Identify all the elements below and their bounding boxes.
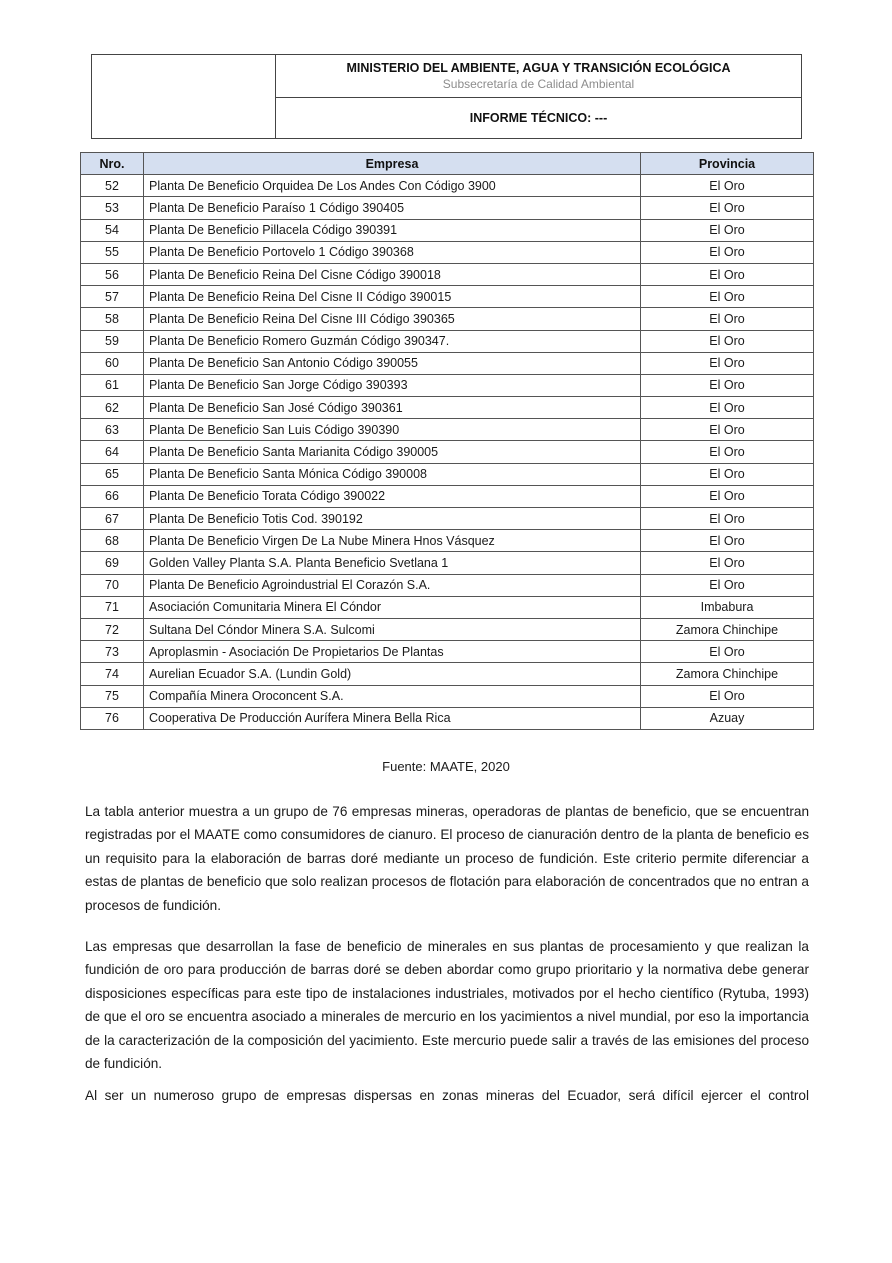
province-cell: El Oro [641,552,814,574]
subsecretaria-label: Subsecretaría de Calidad Ambiental [442,77,635,91]
companies-table [80,152,814,730]
row-number-cell: 58 [81,308,144,330]
table-row [81,352,814,374]
row-number-cell: 62 [81,397,144,419]
row-number-cell: 52 [81,175,144,197]
company-name-cell: Planta De Beneficio Portovelo 1 Código 390368 [144,241,641,263]
table-row [81,574,814,596]
row-number-cell: 72 [81,618,144,640]
province-cell: El Oro [641,397,814,419]
column-header-provincia: Provincia [641,153,814,175]
document-header [91,54,802,139]
table-row [81,263,814,285]
company-name-cell: Planta De Beneficio Torata Código 390022 [144,485,641,507]
row-number-cell: 61 [81,374,144,396]
province-cell: El Oro [641,508,814,530]
province-cell: El Oro [641,574,814,596]
row-number-cell: 74 [81,663,144,685]
row-number-cell: 76 [81,707,144,729]
table-row [81,508,814,530]
table-row [81,485,814,507]
company-name-cell: Planta De Beneficio Santa Marianita Código 390005 [144,441,641,463]
row-number-cell: 66 [81,485,144,507]
table-row [81,397,814,419]
table-row [81,707,814,729]
company-name-cell: Planta De Beneficio San Antonio Código 390055 [144,352,641,374]
company-name-cell: Asociación Comunitaria Minera El Cóndor [144,596,641,618]
province-cell: El Oro [641,485,814,507]
province-cell: El Oro [641,685,814,707]
company-name-cell: Planta De Beneficio Reina Del Cisne II Código 390015 [144,286,641,308]
province-cell: El Oro [641,463,814,485]
province-cell: El Oro [641,241,814,263]
company-name-cell: Aproplasmin - Asociación De Propietarios De Plantas [144,641,641,663]
province-cell: El Oro [641,263,814,285]
table-row [81,241,814,263]
company-name-cell: Planta De Beneficio Santa Mónica Código 390008 [144,463,641,485]
company-name-cell: Planta De Beneficio San José Código 390361 [144,397,641,419]
province-cell: El Oro [641,641,814,663]
logo-cell [92,55,276,138]
row-number-cell: 56 [81,263,144,285]
table-row [81,618,814,640]
province-cell: El Oro [641,175,814,197]
table-row [81,330,814,352]
table-row [81,596,814,618]
row-number-cell: 73 [81,641,144,663]
company-name-cell: Planta De Beneficio San Jorge Código 390393 [144,374,641,396]
table-row [81,530,814,552]
province-cell: El Oro [641,286,814,308]
row-number-cell: 69 [81,552,144,574]
row-number-cell: 64 [81,441,144,463]
table-row [81,641,814,663]
province-cell: Imbabura [641,596,814,618]
report-label: INFORME TÉCNICO: --- [469,111,608,125]
table-source-caption: Fuente: MAATE, 2020 [382,759,510,774]
province-cell: Zamora Chinchipe [641,663,814,685]
company-name-cell: Planta De Beneficio Romero Guzmán Código 390347. [144,330,641,352]
company-name-cell: Aurelian Ecuador S.A. (Lundin Gold) [144,663,641,685]
province-cell: El Oro [641,219,814,241]
table-row [81,219,814,241]
company-name-cell: Golden Valley Planta S.A. Planta Beneficio Svetlana 1 [144,552,641,574]
table-row [81,175,814,197]
ministry-title: MINISTERIO DEL AMBIENTE, AGUA Y TRANSICIÓN ECOLÓGICA [346,61,731,75]
province-cell: El Oro [641,352,814,374]
company-name-cell: Compañía Minera Oroconcent S.A. [144,685,641,707]
column-header-empresa: Empresa [144,153,641,175]
table-row [81,463,814,485]
company-name-cell: Planta De Beneficio Pillacela Código 390391 [144,219,641,241]
province-cell: El Oro [641,197,814,219]
province-cell: El Oro [641,530,814,552]
company-name-cell: Cooperativa De Producción Aurífera Minera Bella Rica [144,707,641,729]
table-header-row [81,153,814,175]
province-cell: El Oro [641,419,814,441]
company-name-cell: Planta De Beneficio Agroindustrial El Corazón S.A. [144,574,641,596]
table-row [81,419,814,441]
company-name-cell: Planta De Beneficio Reina Del Cisne Código 390018 [144,263,641,285]
row-number-cell: 55 [81,241,144,263]
row-number-cell: 53 [81,197,144,219]
row-number-cell: 70 [81,574,144,596]
paragraph-2: Las empresas que desarrollan la fase de beneficio de minerales en sus plantas de procesamiento y que realizan la fundición de oro para producción de barras doré se deben abordar como grupo prioritario y la normativa debe generar disposiciones específicas para este tipo de instalaciones industriales, motivados por el hecho científico (Rytuba, 1993) de que el oro se encuentra asociado a minerales de mercurio en los yacimientos a nivel mundial, por eso la importancia de la caracterización de la composición del yacimiento. Este mercurio puede salir a través de las emisiones del proceso de fundición. [85,939,809,1072]
row-number-cell: 59 [81,330,144,352]
province-cell: Zamora Chinchipe [641,618,814,640]
column-header-nro: Nro. [81,153,144,175]
row-number-cell: 57 [81,286,144,308]
paragraph-3: Al ser un numeroso grupo de empresas dispersas en zonas mineras del Ecuador, será difícil ejercer el control [85,1088,809,1103]
province-cell: El Oro [641,330,814,352]
province-cell: El Oro [641,441,814,463]
company-name-cell: Planta De Beneficio San Luis Código 390390 [144,419,641,441]
company-name-cell: Planta De Beneficio Orquidea De Los Andes Con Código 3900 [144,175,641,197]
company-name-cell: Sultana Del Cóndor Minera S.A. Sulcomi [144,618,641,640]
row-number-cell: 67 [81,508,144,530]
table-body [81,175,814,730]
table-row [81,197,814,219]
row-number-cell: 68 [81,530,144,552]
header-info [276,55,801,138]
row-number-cell: 54 [81,219,144,241]
company-name-cell: Planta De Beneficio Virgen De La Nube Minera Hnos Vásquez [144,530,641,552]
table-row [81,685,814,707]
table-row [81,308,814,330]
table-row [81,441,814,463]
table-row [81,286,814,308]
province-cell: Azuay [641,707,814,729]
table-row [81,663,814,685]
table-row [81,552,814,574]
province-cell: El Oro [641,374,814,396]
ministry-block [276,55,801,98]
row-number-cell: 75 [81,685,144,707]
row-number-cell: 65 [81,463,144,485]
row-number-cell: 60 [81,352,144,374]
row-number-cell: 71 [81,596,144,618]
province-cell: El Oro [641,308,814,330]
row-number-cell: 63 [81,419,144,441]
company-name-cell: Planta De Beneficio Paraíso 1 Código 390405 [144,197,641,219]
company-name-cell: Planta De Beneficio Reina Del Cisne III Código 390365 [144,308,641,330]
table-row [81,374,814,396]
paragraph-1: La tabla anterior muestra a un grupo de 76 empresas mineras, operadoras de plantas de beneficio, que se encuentran registradas por el MAATE como consumidores de cianuro. El proceso de cianuración dentro de la planta de beneficio es un requisito para la elaboración de barras doré mediante un proceso de fundición. Este criterio permite diferenciar a estas de plantas de beneficio que solo realizan procesos de flotación para elaboración de concentrados que no entran a procesos de fundición. [85,804,809,913]
company-name-cell: Planta De Beneficio Totis Cod. 390192 [144,508,641,530]
